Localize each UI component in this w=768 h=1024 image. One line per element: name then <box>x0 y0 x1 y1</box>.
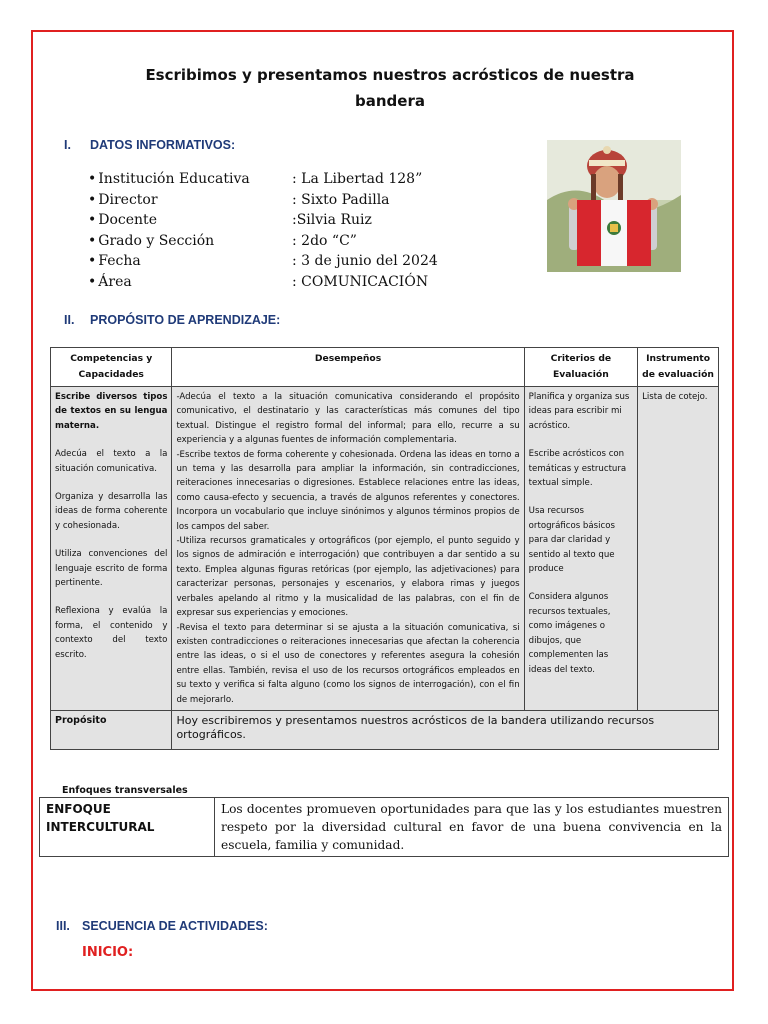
page-title: Escribimos y presentamos nuestros acrósticos de nuestra bandera <box>145 66 635 110</box>
enfoque-description: Los docentes promueven oportunidades para que las y los estudiantes muestren respeto por la diversidad cultural en favor de una buena convivencia en la escuela, familia y comunidad. <box>215 798 729 857</box>
criterio-item: Considera algunos recursos textuales, como imágenes o dibujos, que complementen las ideas del texto. <box>528 592 611 675</box>
info-item <box>88 190 438 211</box>
capacidad-item: Reflexiona y evalúa la forma, el contenido y contexto del texto escrito. <box>55 606 168 660</box>
desempenos-cell: -Adecúa el texto a la situación comunicativa considerando el propósito comunicativo, el destinatario y las características más comunes del tipo textual. Distingue el registro formal del informal; para ello, recurre a su experiencia y a algunas fuentes de información complementaria. -Escribe textos de forma coherente y cohesionada. Ordena las ideas en torno a un tema y las desarrolla para ampliar la información, sin contradicciones, reiteraciones innecesarias o digresiones. Establece relaciones entre las ideas, como causa-efecto y secuencia, a través de algunos referentes y conectores. Incorpora un vocabulario que incluye sinónimos y algunos términos propios de los campos del saber. -Utiliza recursos gramaticales y ortográficos (por ejemplo, el punto seguido y los signos de admiración e interrogación) que contribuyen a dar sentido a su texto. Emplea algunas figuras retóricas (por ejemplo, las adjetivaciones) para caracterizar personas, personajes y escenarios, y elabora rimas y juegos verbales apelando al ritmo y la musicalidad de las palabras, con el fin de expresar sus experiencias y emociones. -Revisa el texto para determinar si se ajusta a la situación comunicativa, si existen contradicciones o reiteraciones innecesarias que afectan la coherencia entre las ideas, o si el uso de conectores y referentes asegura la cohesión entre ellas. También, revisa el uso de los recursos ortográficos empleados en su texto y verifica si falta alguno (como los signos de interrogación), con el fin de mejorarlo. <box>172 387 524 711</box>
enfoque-name: ENFOQUE INTERCULTURAL <box>40 798 215 857</box>
enfoques-heading: Enfoques transversales <box>62 785 188 796</box>
child-holding-peru-flag-image <box>547 140 681 272</box>
info-item <box>88 169 438 190</box>
enfoques-table <box>39 797 729 857</box>
info-label: • Director <box>88 190 292 211</box>
capacidad-item: Utiliza convenciones del lenguaje escrito de forma pertinente. <box>55 549 168 589</box>
info-item <box>88 231 438 252</box>
info-item <box>88 272 438 293</box>
info-value: : 2do “C” <box>292 232 357 249</box>
info-label: • Grado y Sección <box>88 231 292 252</box>
section-label: DATOS INFORMATIVOS: <box>90 138 236 152</box>
info-label: • Área <box>88 272 292 293</box>
info-item <box>88 251 438 272</box>
section-label: PROPÓSITO DE APRENDIZAJE: <box>90 313 281 327</box>
criterio-item: Planifica y organiza sus ideas para escribir mi acróstico. <box>528 392 630 431</box>
child-with-flag-photo <box>547 140 681 272</box>
info-value: : 3 de junio del 2024 <box>292 253 438 269</box>
info-item <box>88 210 438 231</box>
section-datos-informativos <box>64 138 235 152</box>
table-header: Competencias y Capacidades <box>51 348 172 387</box>
proposito-label: Propósito <box>51 710 172 749</box>
section-number: I. <box>64 138 71 152</box>
instrumento-cell: Lista de cotejo. <box>638 387 719 711</box>
table-header: Desempeños <box>172 348 524 387</box>
learning-purpose-table <box>50 347 719 750</box>
info-label: • Institución Educativa <box>88 169 292 190</box>
table-row <box>51 710 719 749</box>
info-list <box>88 169 438 292</box>
table-header: Criterios de Evaluación <box>524 348 637 387</box>
inicio-heading: INICIO: <box>82 945 134 960</box>
criterio-item: Usa recursos ortográficos básicos para dar claridad y sentido al texto que produce <box>528 506 615 575</box>
table-row <box>40 798 729 857</box>
section-number: II. <box>64 313 75 327</box>
info-value: :Silvia Ruiz <box>292 212 372 228</box>
table-header-row <box>51 348 719 387</box>
section-secuencia <box>56 919 268 933</box>
info-value: : La Libertad 128” <box>292 171 423 187</box>
competencia-item: Escribe diversos tipos de textos en su lengua materna. <box>55 392 168 431</box>
section-number: III. <box>56 919 70 933</box>
criterio-item: Escribe acrósticos con temáticas y estructura textual simple. <box>528 449 627 489</box>
info-value: : Sixto Padilla <box>292 191 390 208</box>
capacidad-item: Adecúa el texto a la situación comunicativa. <box>55 449 168 474</box>
section-label: SECUENCIA DE ACTIVIDADES: <box>82 919 268 933</box>
section-proposito <box>64 313 280 327</box>
table-header: Instrumento de evaluación <box>638 348 719 387</box>
criterios-cell <box>524 387 637 711</box>
capacidad-item: Organiza y desarrolla las ideas de forma coherente y cohesionada. <box>55 492 168 531</box>
info-value: : COMUNICACIÓN <box>292 273 429 290</box>
info-label: • Fecha <box>88 251 292 272</box>
competencias-cell <box>51 387 172 711</box>
table-row <box>51 387 719 711</box>
proposito-text: Hoy escribiremos y presentamos nuestros acrósticos de la bandera utilizando recursos ortográficos. <box>172 710 719 749</box>
info-label: • Docente <box>88 210 292 231</box>
